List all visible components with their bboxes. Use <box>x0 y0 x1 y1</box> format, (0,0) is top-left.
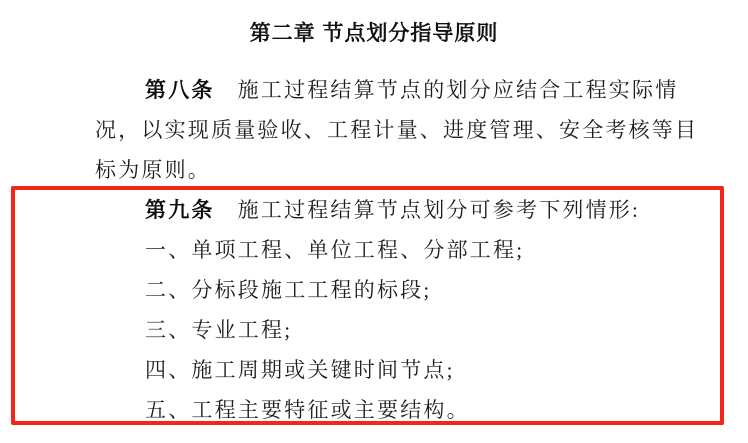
article-9-item-5: 五、工程主要特征或主要结构。 <box>145 398 470 422</box>
article-9-item-3: 三、专业工程; <box>145 318 293 342</box>
article-8-line-3: 标为原则。 <box>95 158 211 182</box>
article-9-line-intro <box>95 190 725 230</box>
article-8-line-1 <box>95 70 725 110</box>
article-8-line-2: 况，以实现质量验收、工程计量、进度管理、安全考核等目 <box>95 118 699 142</box>
article-9-item-1: 一、单项工程、单位工程、分部工程; <box>145 238 525 262</box>
article-9-item-2: 二、分标段施工工程的标段; <box>145 278 432 302</box>
document-body <box>95 70 725 430</box>
article-9-intro-text: 施工过程结算节点划分可参考下列情形: <box>237 198 641 222</box>
chapter-title: 第二章 节点划分指导原则 <box>249 22 499 45</box>
article-9-label: 第九条 <box>145 199 215 222</box>
article-8-label: 第八条 <box>145 79 215 102</box>
article-9-item-4: 四、施工周期或关键时间节点; <box>145 358 455 382</box>
article-8-text-1: 施工过程结算节点的划分应结合工程实际情 <box>237 78 679 102</box>
